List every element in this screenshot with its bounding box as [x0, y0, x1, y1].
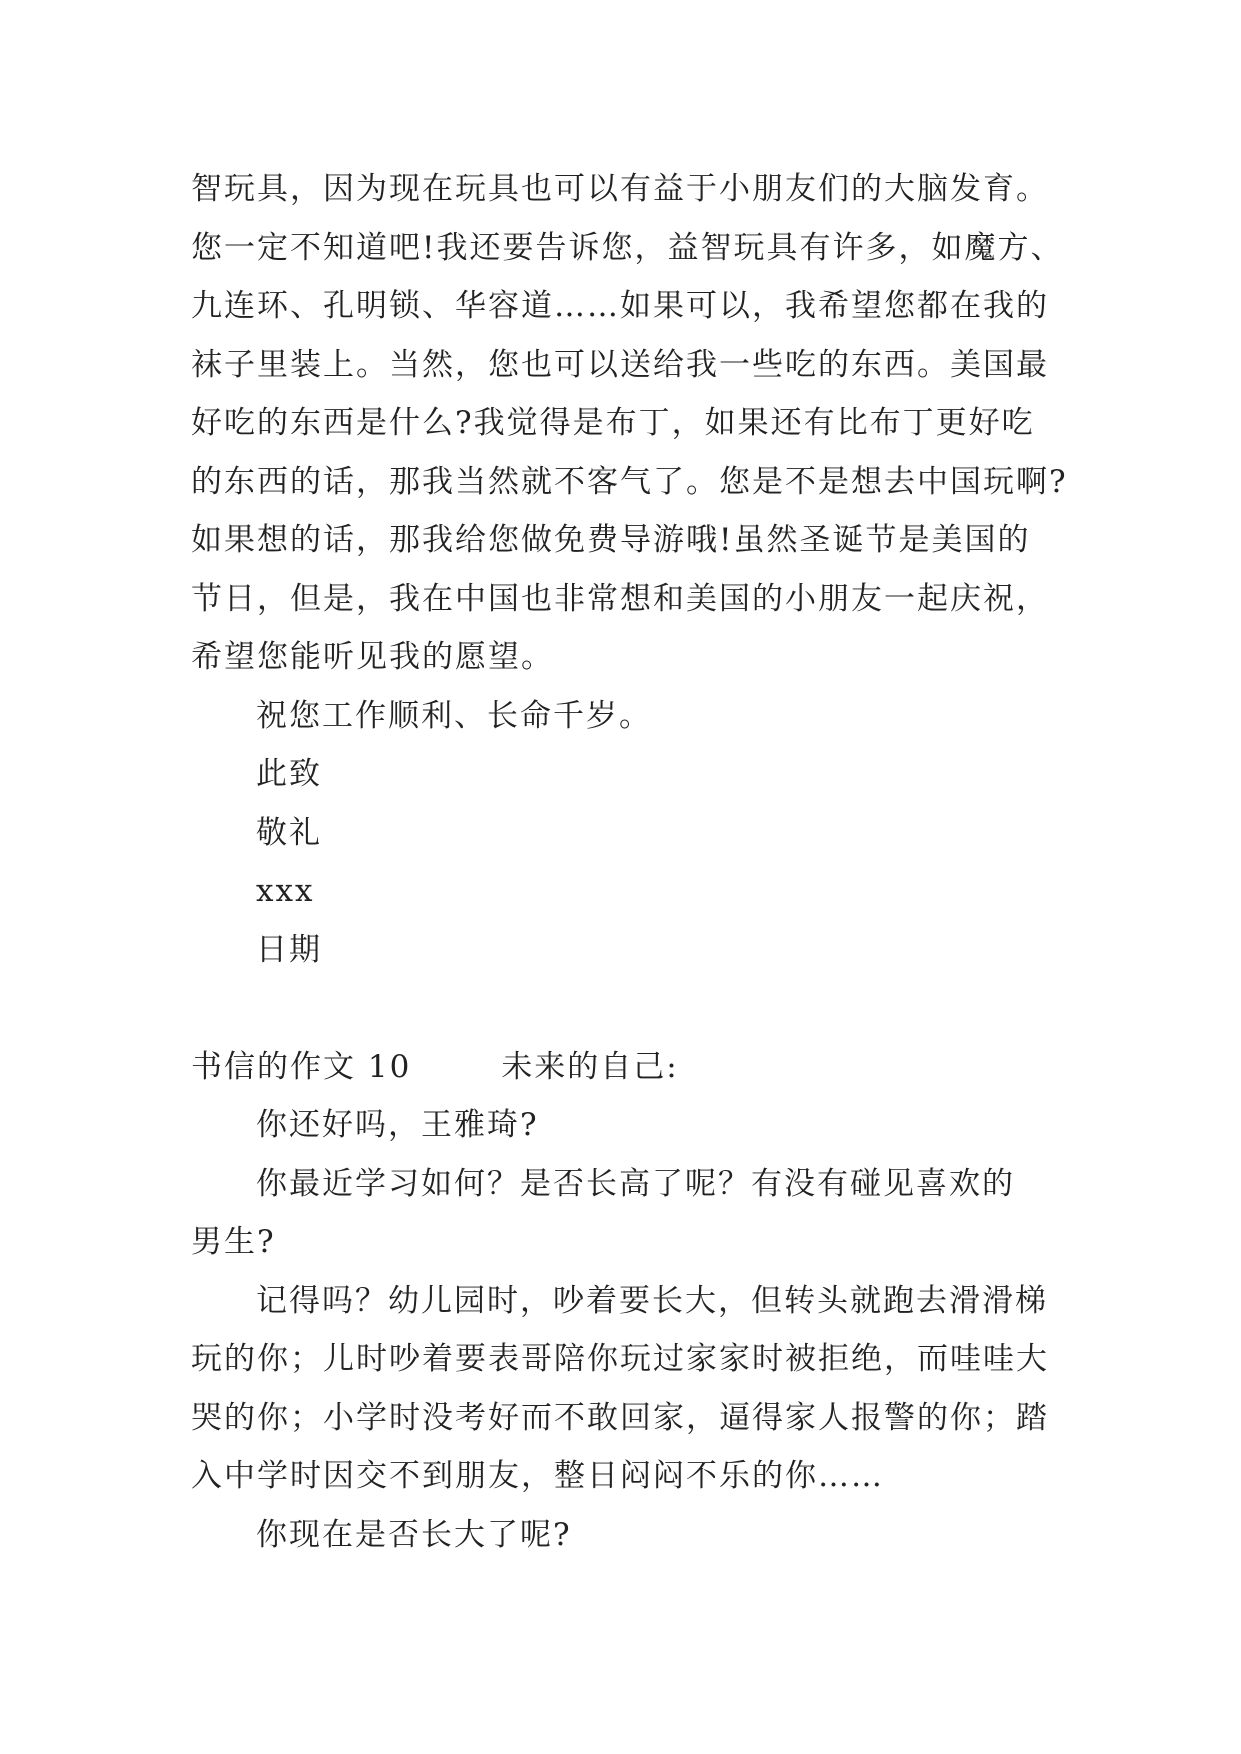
letter2-para2-line: 哭的你；小学时没考好而不敢回家，逼得家人报警的你；踏 [191, 1399, 1049, 1436]
letter1-paragraph-line: 如果想的话，那我给您做免费导游哦!虽然圣诞节是美国的 [191, 522, 1031, 558]
letter1-paragraph-line: 智玩具，因为现在玩具也可以有益于小朋友们的大脑发育。 [191, 171, 1049, 207]
letter1-paragraph-line: 好吃的东西是什么?我觉得是布丁，如果还有比布丁更好吃 [191, 405, 1035, 441]
letter1-paragraph-line: 您一定不知道吧!我还要告诉您，益智玩具有许多，如魔方、 [191, 229, 1064, 266]
letter1-signature: xxx [256, 873, 315, 909]
letter1-paragraph-line: 九连环、孔明锁、华容道……如果可以，我希望您都在我的 [191, 288, 1049, 324]
letter1-closing-2: 敬礼 [256, 814, 322, 851]
letter1-closing-1: 此致 [256, 756, 322, 792]
letter2-last-line: 你现在是否长大了呢? [256, 1516, 572, 1553]
letter2-para2-line: 记得吗？幼儿园时，吵着要长大，但转头就跑去滑滑梯 [256, 1282, 1048, 1319]
letter2-heading-line [191, 1038, 1071, 1097]
letter1-wish: 祝您工作顺利、长命千岁。 [256, 697, 652, 734]
letter1-paragraph-line: 袜子里装上。当然，您也可以送给我一些吃的东西。美国最 [191, 346, 1049, 383]
letter2-title: 书信的作文 10 [191, 1048, 412, 1085]
letter1-paragraph-line: 节日，但是，我在中国也非常想和美国的小朋友一起庆祝， [191, 580, 1049, 617]
letter1-date: 日期 [256, 931, 322, 968]
document-body [191, 160, 1071, 1564]
letter2-para1-line: 男生? [191, 1224, 276, 1260]
letter2-para1-line: 你最近学习如何？是否长高了呢？有没有碰见喜欢的 [256, 1165, 1015, 1202]
section-gap [191, 979, 1071, 1038]
letter2-para2-line: 玩的你；儿时吵着要表哥陪你玩过家家时被拒绝，而哇哇大 [191, 1341, 1049, 1377]
letter2-salutation: 未来的自己: [501, 1048, 679, 1085]
letter2-greeting: 你还好吗，王雅琦? [256, 1107, 539, 1143]
letter1-paragraph-line: 的东西的话，那我当然就不客气了。您是不是想去中国玩啊? [191, 463, 1068, 500]
letter1-paragraph-line: 希望您能听见我的愿望。 [191, 639, 554, 675]
letter2-para2-line: 入中学时因交不到朋友，整日闷闷不乐的你…… [191, 1458, 884, 1494]
